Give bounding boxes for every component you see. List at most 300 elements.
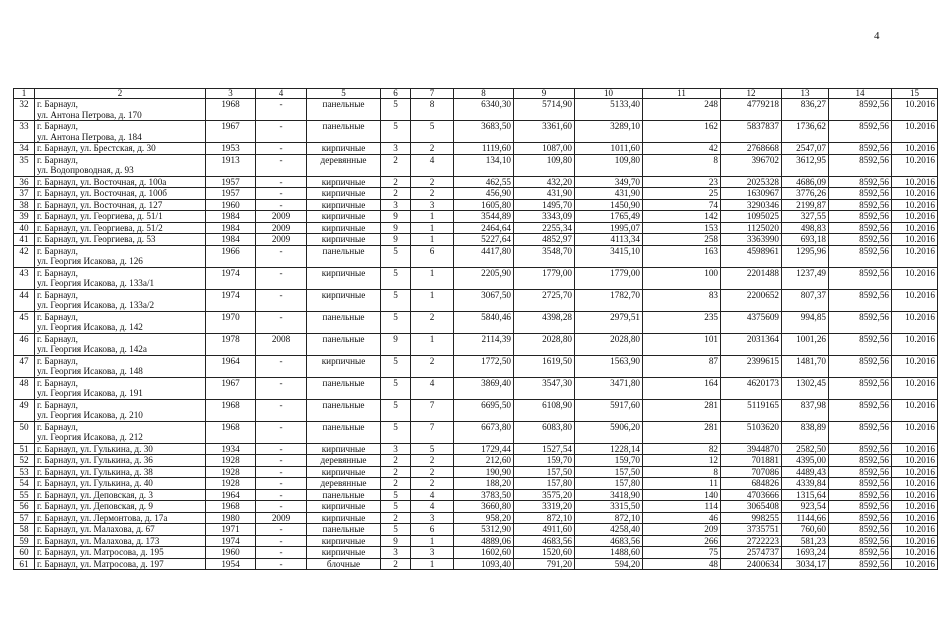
floors-cell: 5: [381, 99, 411, 121]
cost-cell: 1125020: [721, 222, 782, 234]
year-cell: 1974: [206, 289, 256, 311]
year-cell: 1968: [206, 501, 256, 513]
year-cell: 1984: [206, 211, 256, 223]
per-m2-cell: 327,55: [782, 211, 829, 223]
per-m2-cell: 1693,24: [782, 547, 829, 559]
date-cell: 10.2016: [892, 512, 938, 524]
floors-cell: 2: [381, 455, 411, 467]
date-cell: 10.2016: [892, 143, 938, 155]
table-row: [14, 222, 938, 234]
area-priv-cell: 1995,07: [575, 222, 643, 234]
area-living-cell: 6108,90: [514, 399, 575, 421]
per-m2-cell: 2199,87: [782, 199, 829, 211]
wall-cell: панельные: [307, 399, 381, 421]
area-living-cell: 1619,50: [514, 355, 575, 377]
area-priv-cell: 2979,51: [575, 311, 643, 333]
table-row: [14, 421, 938, 443]
area-total-cell: 4417,80: [454, 245, 514, 267]
address-line: ул. Антона Петрова, д. 170: [37, 109, 142, 120]
entr-cell: 4: [411, 154, 454, 176]
limit-cell: 8592,56: [829, 547, 892, 559]
column-number-cell: 3: [206, 89, 256, 99]
cost-cell: 3065408: [721, 501, 782, 513]
address-line: ул. Георгия Исакова, д. 133а/2: [37, 300, 155, 310]
wall-cell: кирпичные: [307, 443, 381, 455]
no-cell: 43: [14, 267, 35, 289]
address-cell: [35, 535, 206, 547]
recon-cell: 2009: [256, 211, 307, 223]
area-living-cell: 2725,70: [514, 289, 575, 311]
date-cell: 10.2016: [892, 455, 938, 467]
date-cell: 10.2016: [892, 466, 938, 478]
floors-cell: 9: [381, 222, 411, 234]
recon-cell: -: [256, 455, 307, 467]
area-living-cell: 431,90: [514, 188, 575, 200]
column-number-cell: 12: [721, 89, 782, 99]
wall-cell: деревянные: [307, 455, 381, 467]
area-living-cell: 872,10: [514, 512, 575, 524]
limit-cell: 8592,56: [829, 355, 892, 377]
per-m2-cell: 923,54: [782, 501, 829, 513]
cost-cell: 3290346: [721, 199, 782, 211]
floors-cell: 5: [381, 267, 411, 289]
area-priv-cell: 1450,90: [575, 199, 643, 211]
wall-cell: деревянные: [307, 154, 381, 176]
limit-cell: 8592,56: [829, 188, 892, 200]
limit-cell: 8592,56: [829, 176, 892, 188]
no-cell: 58: [14, 524, 35, 536]
no-cell: 46: [14, 333, 35, 355]
wall-cell: панельные: [307, 333, 381, 355]
address-line: г. Барнаул,: [37, 289, 78, 300]
residents-cell: 164: [643, 377, 721, 399]
residents-cell: 162: [643, 121, 721, 143]
address-line: г. Барнаул, ул. Георгиева, д. 51/2: [37, 222, 163, 233]
area-priv-cell: 3415,10: [575, 245, 643, 267]
per-m2-cell: 1237,49: [782, 267, 829, 289]
residents-cell: 140: [643, 489, 721, 501]
date-cell: 10.2016: [892, 311, 938, 333]
recon-cell: 2009: [256, 234, 307, 246]
area-living-cell: 1527,54: [514, 443, 575, 455]
address-line: ул. Георгия Исакова, д. 126: [37, 256, 143, 266]
wall-cell: кирпичные: [307, 211, 381, 223]
recon-cell: 2009: [256, 222, 307, 234]
table-row: [14, 478, 938, 490]
address-line: г. Барнаул, ул. Восточная, д. 100а: [37, 176, 167, 187]
limit-cell: 8592,56: [829, 222, 892, 234]
recon-cell: -: [256, 558, 307, 570]
residents-cell: 258: [643, 234, 721, 246]
entr-cell: 8: [411, 99, 454, 121]
area-total-cell: 1729,44: [454, 443, 514, 455]
no-cell: 48: [14, 377, 35, 399]
cost-cell: 2768668: [721, 143, 782, 155]
floors-cell: 5: [381, 289, 411, 311]
per-m2-cell: 1481,70: [782, 355, 829, 377]
column-number-cell: 14: [829, 89, 892, 99]
address-cell: [35, 443, 206, 455]
residents-cell: 74: [643, 199, 721, 211]
table-body: [14, 89, 938, 570]
no-cell: 40: [14, 222, 35, 234]
entr-cell: 1: [411, 333, 454, 355]
per-m2-cell: 3776,26: [782, 188, 829, 200]
no-cell: 35: [14, 154, 35, 176]
area-priv-cell: 4113,34: [575, 234, 643, 246]
area-priv-cell: 1488,60: [575, 547, 643, 559]
cost-cell: 4779218: [721, 99, 782, 121]
date-cell: 10.2016: [892, 154, 938, 176]
year-cell: 1960: [206, 199, 256, 211]
no-cell: 42: [14, 245, 35, 267]
limit-cell: 8592,56: [829, 199, 892, 211]
per-m2-cell: 1736,62: [782, 121, 829, 143]
year-cell: 1967: [206, 377, 256, 399]
year-cell: 1964: [206, 489, 256, 501]
entr-cell: 1: [411, 222, 454, 234]
per-m2-cell: 760,60: [782, 524, 829, 536]
area-total-cell: 5840,46: [454, 311, 514, 333]
floors-cell: 2: [381, 558, 411, 570]
limit-cell: 8592,56: [829, 99, 892, 121]
address-cell: [35, 154, 206, 176]
per-m2-cell: 1295,96: [782, 245, 829, 267]
year-cell: 1966: [206, 245, 256, 267]
residents-cell: 8: [643, 466, 721, 478]
area-total-cell: 6695,50: [454, 399, 514, 421]
no-cell: 50: [14, 421, 35, 443]
wall-cell: кирпичные: [307, 143, 381, 155]
table-row: [14, 311, 938, 333]
no-cell: 61: [14, 558, 35, 570]
recon-cell: -: [256, 421, 307, 443]
area-priv-cell: 1765,49: [575, 211, 643, 223]
address-cell: [35, 234, 206, 246]
no-cell: 32: [14, 99, 35, 121]
cost-cell: 2574737: [721, 547, 782, 559]
entr-cell: 2: [411, 455, 454, 467]
year-cell: 1928: [206, 455, 256, 467]
recon-cell: -: [256, 489, 307, 501]
address-line: г. Барнаул,: [37, 399, 78, 410]
year-cell: 1934: [206, 443, 256, 455]
cost-cell: 2400634: [721, 558, 782, 570]
area-total-cell: 3783,50: [454, 489, 514, 501]
address-cell: [35, 421, 206, 443]
wall-cell: кирпичные: [307, 466, 381, 478]
table-row: [14, 355, 938, 377]
area-priv-cell: 5133,40: [575, 99, 643, 121]
address-cell: [35, 512, 206, 524]
entr-cell: 2: [411, 478, 454, 490]
column-number-cell: 5: [307, 89, 381, 99]
column-number-cell: 1: [14, 89, 35, 99]
column-number-cell: 6: [381, 89, 411, 99]
year-cell: 1928: [206, 466, 256, 478]
wall-cell: панельные: [307, 99, 381, 121]
no-cell: 44: [14, 289, 35, 311]
entr-cell: 7: [411, 421, 454, 443]
area-total-cell: 2205,90: [454, 267, 514, 289]
floors-cell: 9: [381, 333, 411, 355]
area-total-cell: 6673,80: [454, 421, 514, 443]
recon-cell: -: [256, 154, 307, 176]
table-row: [14, 399, 938, 421]
year-cell: 1971: [206, 524, 256, 536]
column-number-cell: 10: [575, 89, 643, 99]
limit-cell: 8592,56: [829, 466, 892, 478]
year-cell: 1968: [206, 399, 256, 421]
date-cell: 10.2016: [892, 547, 938, 559]
entr-cell: 2: [411, 311, 454, 333]
limit-cell: 8592,56: [829, 311, 892, 333]
address-line: г. Барнаул, ул. Гулькина, д. 30: [37, 443, 153, 454]
column-number-cell: 7: [411, 89, 454, 99]
date-cell: 10.2016: [892, 199, 938, 211]
area-total-cell: 3544,89: [454, 211, 514, 223]
cost-cell: 3735751: [721, 524, 782, 536]
address-line: г. Барнаул, ул. Брестская, д. 30: [37, 143, 156, 153]
year-cell: 1960: [206, 547, 256, 559]
residents-cell: 163: [643, 245, 721, 267]
per-m2-cell: 4395,00: [782, 455, 829, 467]
limit-cell: 8592,56: [829, 234, 892, 246]
area-living-cell: 109,80: [514, 154, 575, 176]
cost-cell: 3944870: [721, 443, 782, 455]
cost-cell: 4703666: [721, 489, 782, 501]
table-row: [14, 443, 938, 455]
area-living-cell: 432,20: [514, 176, 575, 188]
floors-cell: 3: [381, 547, 411, 559]
date-cell: 10.2016: [892, 399, 938, 421]
entr-cell: 4: [411, 489, 454, 501]
area-total-cell: 3683,50: [454, 121, 514, 143]
limit-cell: 8592,56: [829, 267, 892, 289]
address-line: г. Барнаул, ул. Георгиева, д. 51/1: [37, 211, 163, 221]
no-cell: 59: [14, 535, 35, 547]
no-cell: 53: [14, 466, 35, 478]
address-line: г. Барнаул,: [37, 245, 78, 256]
date-cell: 10.2016: [892, 558, 938, 570]
cost-cell: 2201488: [721, 267, 782, 289]
residents-cell: 42: [643, 143, 721, 155]
cost-cell: 2031364: [721, 333, 782, 355]
residents-cell: 25: [643, 188, 721, 200]
cost-cell: 2025328: [721, 176, 782, 188]
area-priv-cell: 594,20: [575, 558, 643, 570]
area-priv-cell: 5917,60: [575, 399, 643, 421]
area-priv-cell: 4258,40: [575, 524, 643, 536]
no-cell: 37: [14, 188, 35, 200]
per-m2-cell: 2582,50: [782, 443, 829, 455]
table-row: [14, 199, 938, 211]
area-priv-cell: 3418,90: [575, 489, 643, 501]
address-line: г. Барнаул, ул. Восточная, д. 127: [37, 199, 163, 210]
entr-cell: 3: [411, 547, 454, 559]
date-cell: 10.2016: [892, 222, 938, 234]
wall-cell: панельные: [307, 524, 381, 536]
wall-cell: кирпичные: [307, 199, 381, 211]
area-living-cell: 4852,97: [514, 234, 575, 246]
wall-cell: блочные: [307, 558, 381, 570]
address-line: ул. Георгия Исакова, д. 212: [37, 432, 143, 442]
date-cell: 10.2016: [892, 443, 938, 455]
area-total-cell: 5312,90: [454, 524, 514, 536]
area-priv-cell: 109,80: [575, 154, 643, 176]
residents-cell: 11: [643, 478, 721, 490]
address-cell: [35, 377, 206, 399]
entr-cell: 7: [411, 399, 454, 421]
entr-cell: 4: [411, 377, 454, 399]
residents-cell: 281: [643, 421, 721, 443]
area-priv-cell: 1782,70: [575, 289, 643, 311]
date-cell: 10.2016: [892, 234, 938, 246]
table-row: [14, 455, 938, 467]
residents-cell: 153: [643, 222, 721, 234]
wall-cell: панельные: [307, 311, 381, 333]
residents-cell: 83: [643, 289, 721, 311]
address-line: г. Барнаул, ул. Лермонтова, д. 17а: [37, 512, 168, 523]
residents-cell: 46: [643, 512, 721, 524]
date-cell: 10.2016: [892, 535, 938, 547]
address-line: ул. Водопроводная, д. 93: [37, 165, 134, 175]
address-line: г. Барнаул,: [37, 377, 78, 388]
wall-cell: панельные: [307, 245, 381, 267]
address-line: ул. Георгия Исакова, д. 210: [37, 410, 143, 420]
area-total-cell: 212,60: [454, 455, 514, 467]
floors-cell: 2: [381, 512, 411, 524]
wall-cell: кирпичные: [307, 501, 381, 513]
wall-cell: деревянные: [307, 478, 381, 490]
table-row: [14, 267, 938, 289]
area-priv-cell: 1011,60: [575, 143, 643, 155]
per-m2-cell: 838,89: [782, 421, 829, 443]
area-total-cell: 1119,60: [454, 143, 514, 155]
area-living-cell: 1520,60: [514, 547, 575, 559]
wall-cell: кирпичные: [307, 188, 381, 200]
area-priv-cell: 3471,80: [575, 377, 643, 399]
column-number-cell: 2: [35, 89, 206, 99]
column-number-cell: 11: [643, 89, 721, 99]
residents-cell: 114: [643, 501, 721, 513]
recon-cell: -: [256, 199, 307, 211]
area-total-cell: 188,20: [454, 478, 514, 490]
column-number-cell: 9: [514, 89, 575, 99]
table-row: [14, 289, 938, 311]
area-priv-cell: 349,70: [575, 176, 643, 188]
no-cell: 33: [14, 121, 35, 143]
no-cell: 56: [14, 501, 35, 513]
address-line: г. Барнаул, ул. Матросова, д. 195: [37, 547, 164, 557]
address-line: г. Барнаул, ул. Матросова, д. 197: [37, 558, 164, 569]
recon-cell: -: [256, 547, 307, 559]
floors-cell: 5: [381, 399, 411, 421]
recon-cell: -: [256, 478, 307, 490]
floors-cell: 3: [381, 143, 411, 155]
no-cell: 55: [14, 489, 35, 501]
recon-cell: -: [256, 399, 307, 421]
floors-cell: 5: [381, 524, 411, 536]
year-cell: 1913: [206, 154, 256, 176]
recon-cell: -: [256, 99, 307, 121]
table-row: [14, 211, 938, 223]
residents-cell: 101: [643, 333, 721, 355]
limit-cell: 8592,56: [829, 377, 892, 399]
entr-cell: 5: [411, 121, 454, 143]
table-row: [14, 143, 938, 155]
date-cell: 10.2016: [892, 501, 938, 513]
date-cell: 10.2016: [892, 377, 938, 399]
residents-cell: 8: [643, 154, 721, 176]
address-cell: [35, 143, 206, 155]
area-priv-cell: 2028,80: [575, 333, 643, 355]
per-m2-cell: 4339,84: [782, 478, 829, 490]
limit-cell: 8592,56: [829, 535, 892, 547]
residents-cell: 12: [643, 455, 721, 467]
column-number-cell: 13: [782, 89, 829, 99]
no-cell: 41: [14, 234, 35, 246]
wall-cell: кирпичные: [307, 176, 381, 188]
year-cell: 1980: [206, 512, 256, 524]
address-line: г. Барнаул, ул. Деповская, д. 3: [37, 489, 153, 500]
address-line: ул. Георгия Исакова, д. 142а: [37, 344, 147, 354]
cost-cell: 684826: [721, 478, 782, 490]
no-cell: 45: [14, 311, 35, 333]
limit-cell: 8592,56: [829, 443, 892, 455]
year-cell: 1967: [206, 121, 256, 143]
residents-cell: 248: [643, 99, 721, 121]
table-row: [14, 154, 938, 176]
wall-cell: кирпичные: [307, 267, 381, 289]
no-cell: 52: [14, 455, 35, 467]
no-cell: 51: [14, 443, 35, 455]
wall-cell: кирпичные: [307, 234, 381, 246]
per-m2-cell: 836,27: [782, 99, 829, 121]
limit-cell: 8592,56: [829, 501, 892, 513]
residents-cell: 75: [643, 547, 721, 559]
area-total-cell: 456,90: [454, 188, 514, 200]
year-cell: 1974: [206, 267, 256, 289]
no-cell: 49: [14, 399, 35, 421]
per-m2-cell: 2547,07: [782, 143, 829, 155]
year-cell: 1957: [206, 176, 256, 188]
recon-cell: -: [256, 355, 307, 377]
wall-cell: панельные: [307, 121, 381, 143]
limit-cell: 8592,56: [829, 121, 892, 143]
residents-cell: 87: [643, 355, 721, 377]
address-cell: [35, 399, 206, 421]
cost-cell: 1630967: [721, 188, 782, 200]
floors-cell: 5: [381, 489, 411, 501]
no-cell: 38: [14, 199, 35, 211]
address-line: г. Барнаул, ул. Георгиева, д. 53: [37, 234, 156, 244]
no-cell: 47: [14, 355, 35, 377]
date-cell: 10.2016: [892, 524, 938, 536]
table-row: [14, 489, 938, 501]
table-row: [14, 558, 938, 570]
cost-cell: 3363990: [721, 234, 782, 246]
residents-cell: 235: [643, 311, 721, 333]
residents-cell: 23: [643, 176, 721, 188]
entr-cell: 3: [411, 512, 454, 524]
recon-cell: -: [256, 176, 307, 188]
wall-cell: панельные: [307, 489, 381, 501]
area-total-cell: 462,55: [454, 176, 514, 188]
area-priv-cell: 4683,56: [575, 535, 643, 547]
area-total-cell: 958,20: [454, 512, 514, 524]
area-living-cell: 2255,34: [514, 222, 575, 234]
